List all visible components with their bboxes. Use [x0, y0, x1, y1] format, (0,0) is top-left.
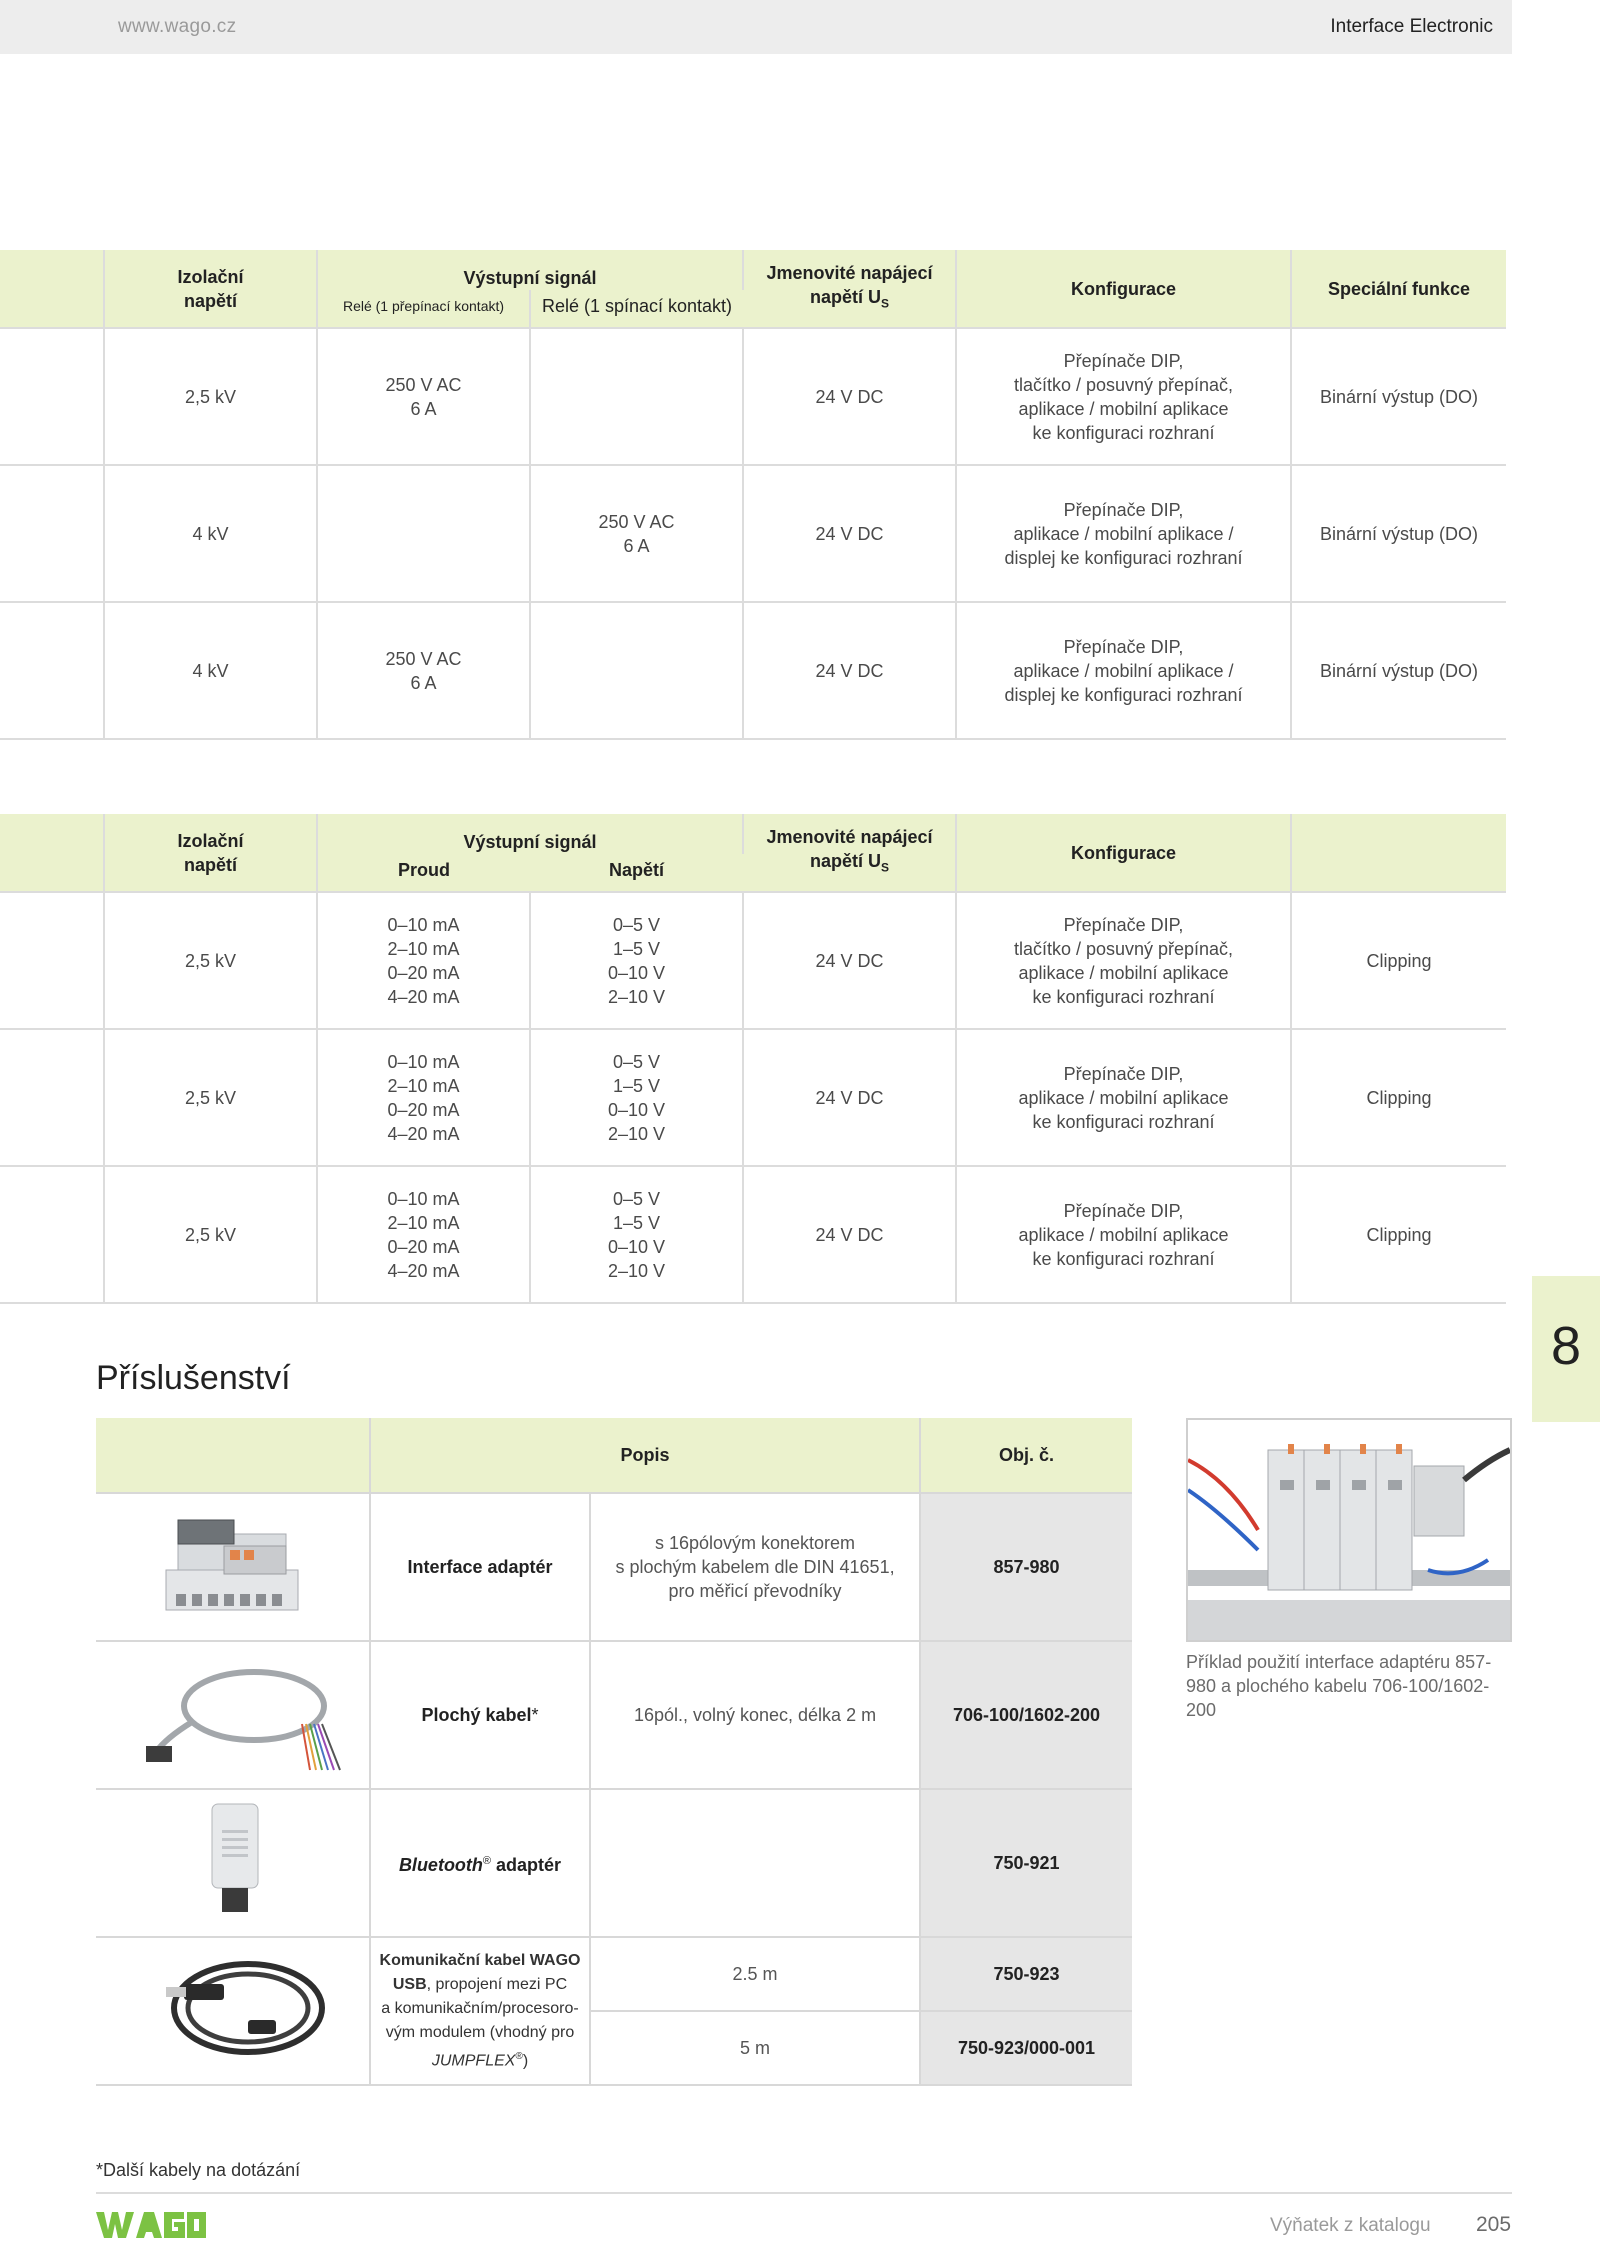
header-jmenovite-napeti: Jmenovité napájecí napětí $U_S$: [743, 814, 956, 892]
accessory-description: s 16pólovým konektorem s plochým kabelem dle DIN 41651, pro měřicí převodníky: [590, 1493, 920, 1641]
bluetooth-adapter-image: [96, 1789, 370, 1937]
rele-spinaci: 250 V AC 6 A: [530, 465, 743, 602]
photo-caption: Příklad použití interface adaptéru 857-980 a plochého kabelu 706-100/1602-200: [1186, 1652, 1492, 1720]
proud-ranges: 0–10 mA 2–10 mA 0–20 mA 4–20 mA: [317, 892, 530, 1029]
usb-cable-image: [96, 1937, 370, 2085]
order-number[interactable]: 706-100/1602-200: [920, 1641, 1132, 1789]
accessory-row: [96, 1789, 1132, 1937]
rele-spinaci: [530, 328, 743, 465]
specialni-funkce: Binární výstup (DO): [1319, 660, 1479, 681]
header-image: [96, 1418, 370, 1493]
izolacni-napeti: 4 kV: [104, 465, 317, 602]
signal-spec-table: [0, 814, 1506, 1304]
accessories-table: [96, 1418, 1132, 2086]
relay-spec-table: [0, 250, 1506, 740]
accessory-description: 16pól., volný konec, délka 2 m: [590, 1641, 920, 1789]
izolacni-napeti: 2,5 kV: [104, 1166, 317, 1303]
accessory-description: 2.5 m: [590, 1937, 920, 2011]
izolacni-napeti: 2,5 kV: [104, 1029, 317, 1166]
chapter-tab[interactable]: 8: [1532, 1276, 1600, 1422]
header-empty-last: [1291, 814, 1506, 892]
napeti-ranges: 0–5 V 1–5 V 0–10 V 2–10 V: [530, 892, 743, 1029]
accessory-name: Interface adaptér: [370, 1493, 590, 1641]
napajeci-napeti: 24 V DC: [743, 465, 956, 602]
konfigurace: Přepínače DIP, aplikace / mobilní aplikace ke konfiguraci rozhraní: [956, 1166, 1291, 1303]
funkce: Clipping: [1366, 1224, 1432, 1245]
napajeci-napeti: 24 V DC: [743, 1029, 956, 1166]
accessory-description: 5 m: [590, 2011, 920, 2085]
napajeci-napeti: 24 V DC: [743, 892, 956, 1029]
order-number[interactable]: 750-923: [920, 1937, 1132, 2011]
funkce: Clipping: [1366, 1087, 1432, 1108]
flat-cable-image: [96, 1641, 370, 1789]
konfigurace: Přepínače DIP, aplikace / mobilní aplikace / displej ke konfiguraci rozhraní: [956, 465, 1291, 602]
header-vystupni-signal: Výstupní signál: [317, 250, 743, 290]
header-empty: [0, 814, 104, 892]
header-proud: Proud: [317, 854, 530, 892]
top-bar: [0, 0, 1512, 54]
header-rele-prepinaci: Relé (1 přepínací kontakt): [317, 290, 530, 328]
table-row: [0, 1029, 1506, 1166]
header-vystupni-signal: Výstupní signál: [317, 814, 743, 854]
header-konfigurace: Konfigurace: [956, 250, 1291, 328]
header-jmenovite-napeti: Jmenovité napájecí napětí $U_S$: [743, 250, 956, 328]
header-rele-spinaci: Relé (1 spínací kontakt): [530, 290, 743, 328]
accessory-name: Komunikační kabel WAGO USB, propojení mezi PC a komunikačním/procesoro- vým modulem (vhodný pro JUMPFLEX®): [370, 1937, 590, 2085]
accessory-row: [96, 1493, 1132, 1641]
wago-logo-icon: [96, 2210, 206, 2240]
table-row: [0, 602, 1506, 739]
table-row: [0, 465, 1506, 602]
header-obj-cislo: Obj. č.: [920, 1418, 1132, 1493]
table-row: [0, 892, 1506, 1029]
accessory-row: [96, 1937, 1132, 2011]
specialni-funkce: Binární výstup (DO): [1319, 386, 1479, 407]
funkce: Clipping: [1366, 950, 1432, 971]
accessories-title: Příslušenství: [96, 1359, 291, 1397]
interface-adapter-image: [96, 1493, 370, 1641]
order-number[interactable]: 750-923/000-001: [920, 2011, 1132, 2085]
footnote: *Další kabely na dotázání: [96, 2160, 301, 2180]
section-title: Interface Electronic: [1330, 16, 1493, 37]
izolacni-napeti: 4 kV: [104, 602, 317, 739]
accessory-name: Bluetooth® adaptér: [370, 1789, 590, 1937]
konfigurace: Přepínače DIP, tlačítko / posuvný přepínač, aplikace / mobilní aplikace ke konfiguraci rozhraní: [956, 328, 1291, 465]
footer-divider: [96, 2192, 1512, 2194]
izolacni-napeti: 2,5 kV: [104, 892, 317, 1029]
rele-prepinaci: 250 V AC 6 A: [317, 602, 530, 739]
order-number[interactable]: 857-980: [920, 1493, 1132, 1641]
header-izolacni-napeti: Izolační napětí: [104, 814, 317, 892]
header-empty: [0, 250, 104, 328]
header-napeti: Napětí: [530, 854, 743, 892]
rele-prepinaci: [317, 465, 530, 602]
wago-logo: [96, 2210, 206, 2245]
specialni-funkce: Binární výstup (DO): [1319, 523, 1479, 544]
table-row: [0, 1166, 1506, 1303]
proud-ranges: 0–10 mA 2–10 mA 0–20 mA 4–20 mA: [317, 1166, 530, 1303]
izolacni-napeti: 2,5 kV: [104, 328, 317, 465]
header-izolacni-napeti: Izolační napětí: [104, 250, 317, 328]
napajeci-napeti: 24 V DC: [743, 328, 956, 465]
header-popis: Popis: [370, 1418, 920, 1493]
website-url[interactable]: www.wago.cz: [118, 16, 237, 37]
header-specialni-funkce: Speciální funkce: [1291, 250, 1506, 328]
accessory-description: [590, 1789, 920, 1937]
rele-prepinaci: 250 V AC 6 A: [317, 328, 530, 465]
napeti-ranges: 0–5 V 1–5 V 0–10 V 2–10 V: [530, 1166, 743, 1303]
konfigurace: Přepínače DIP, tlačítko / posuvný přepínač, aplikace / mobilní aplikace ke konfiguraci rozhraní: [956, 892, 1291, 1029]
konfigurace: Přepínače DIP, aplikace / mobilní aplikace ke konfiguraci rozhraní: [956, 1029, 1291, 1166]
table-row: [0, 328, 1506, 465]
konfigurace: Přepínače DIP, aplikace / mobilní aplikace / displej ke konfiguraci rozhraní: [956, 602, 1291, 739]
rele-spinaci: [530, 602, 743, 739]
napeti-ranges: 0–5 V 1–5 V 0–10 V 2–10 V: [530, 1029, 743, 1166]
napajeci-napeti: 24 V DC: [743, 602, 956, 739]
page-number: 205: [1476, 2213, 1512, 2236]
order-number[interactable]: 750-921: [920, 1789, 1132, 1937]
header-konfigurace: Konfigurace: [956, 814, 1291, 892]
footer-label: Výňatek z katalogu: [1270, 2215, 1431, 2236]
application-example-photo: [1186, 1418, 1512, 1642]
accessory-row: [96, 1641, 1132, 1789]
accessory-name: Plochý kabel*: [370, 1641, 590, 1789]
napajeci-napeti: 24 V DC: [743, 1166, 956, 1303]
proud-ranges: 0–10 mA 2–10 mA 0–20 mA 4–20 mA: [317, 1029, 530, 1166]
